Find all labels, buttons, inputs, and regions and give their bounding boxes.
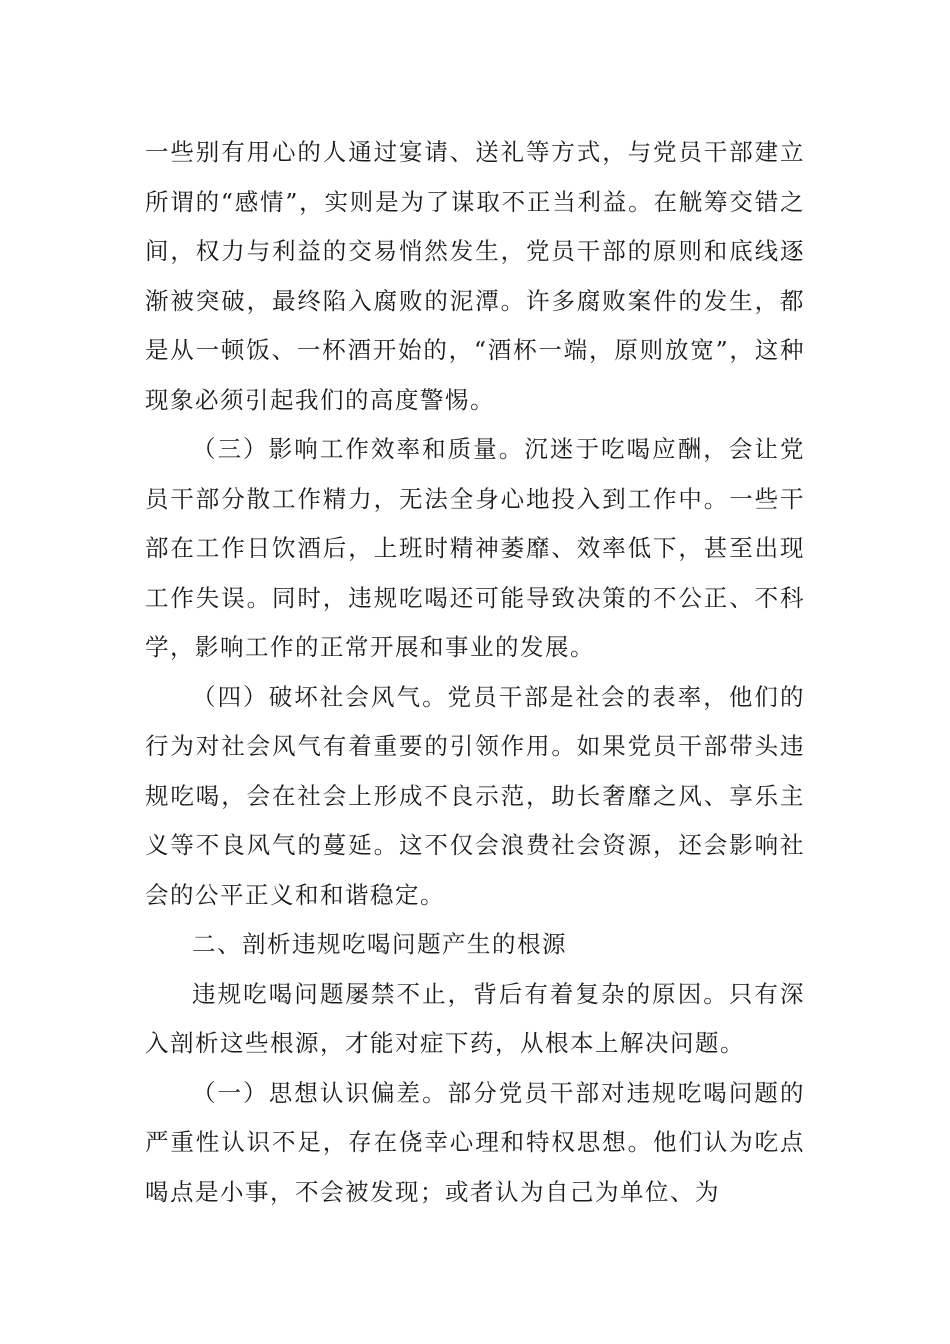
paragraph-damage-social-atmosphere: （四）破坏社会风气。党员干部是社会的表率，他们的行为对社会风气有着重要的引领作用。如果党员干部带头违规吃喝，会在社会上形成不良示范，助长奢靡之风、享乐主义等不良风气的蔓延。这不仅会浪费社会资源，还会影响社会的公平正义和和谐稳定。 <box>145 682 805 909</box>
paragraph-root-causes-intro: 违规吃喝问题屡禁不止，背后有着复杂的原因。只有深入剖析这些根源，才能对症下药，从根本上解决问题。 <box>145 979 805 1057</box>
document-body <box>145 128 805 1217</box>
paragraph-continuation: 一些别有用心的人通过宴请、送礼等方式，与党员干部建立所谓的“感情”，实则是为了谋取不正当利益。在觥筹交错之间，权力与利益的交易悄然发生，党员干部的原则和底线逐渐被突破，最终陷入腐败的泥潭。许多腐败案件的发生，都是从一顿饭、一杯酒开始的，“酒杯一端，原则放宽”，这种现象必须引起我们的高度警惕。 <box>145 138 805 414</box>
paragraph-impact-work-efficiency: （三）影响工作效率和质量。沉迷于吃喝应酬，会让党员干部分散工作精力，无法全身心地投入到工作中。一些干部在工作日饮酒后，上班时精神萎靡、效率低下，甚至出现工作失误。同时，违规吃喝还可能导致决策的不公正、不科学，影响工作的正常开展和事业的发展。 <box>145 435 805 661</box>
section-heading-root-causes: 二、剖析违规吃喝问题产生的根源 <box>192 930 567 958</box>
paragraph-ideological-bias: （一）思想认识偏差。部分党员干部对违规吃喝问题的严重性认识不足，存在侥幸心理和特权思想。他们认为吃点喝点是小事，不会被发现；或者认为自己为单位、为 <box>145 1078 805 1206</box>
